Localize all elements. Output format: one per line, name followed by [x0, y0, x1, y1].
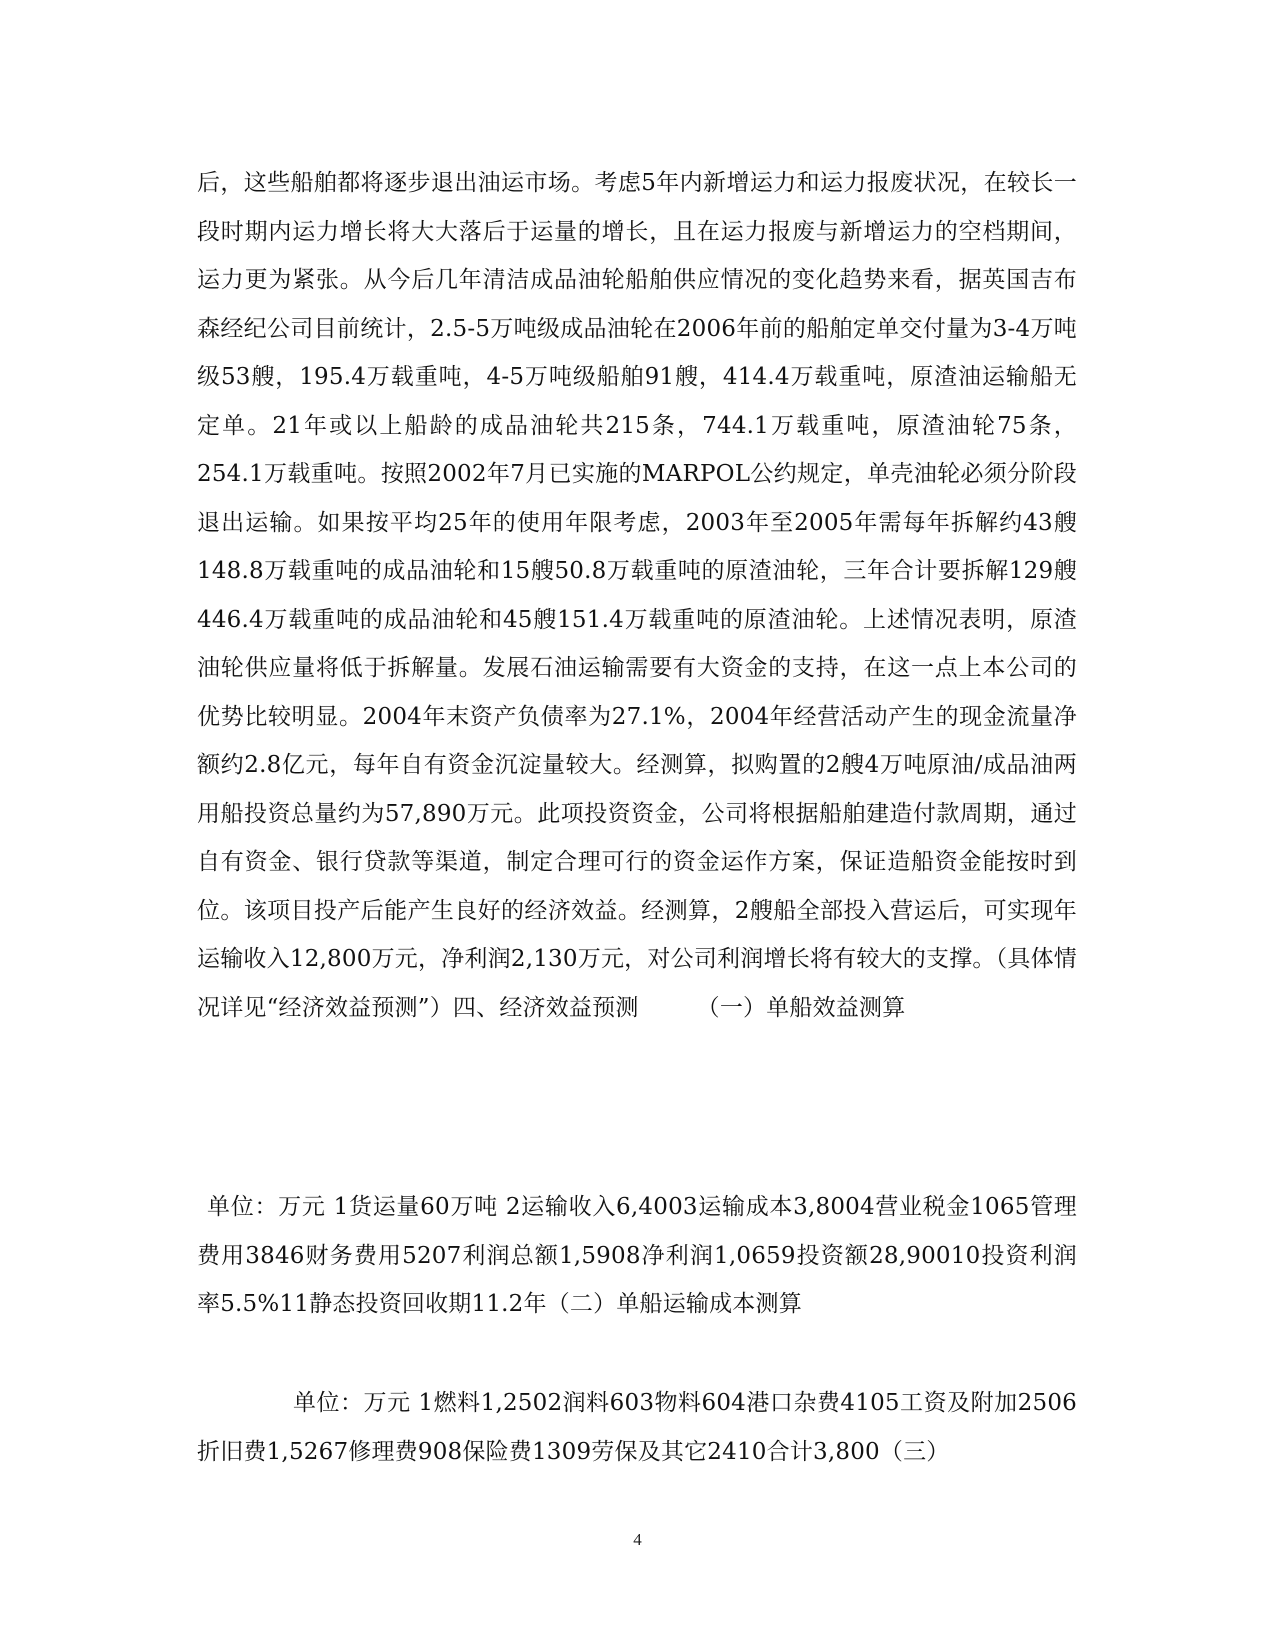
body-paragraph-single-ship-benefit: 单位：万元 1货运量60万吨 2运输收入6,4003运输成本3,8004营业税金1065管理费用3846财务费用5207利润总额1,5908净利润1,0659投资额28,90010投资利润率5.5%11静态投资回收期11.2年（二）单船运输成本测算: [197, 1194, 1077, 1317]
body-paragraph-market-analysis: 后，这些船舶都将逐步退出油运市场。考虑5年内新增运力和运力报废状况，在较长一段时期内运力增长将大大落后于运量的增长，且在运力报废与新增运力的空档期间，运力更为紧张。从今后几年清洁成品油轮船舶供应情况的变化趋势来看，据英国吉布森经纪公司目前统计，2.5-5万吨级成品油轮在2006年前的船舶定单交付量为3-4万吨级53艘，195.4万载重吨，4-5万吨级船舶91艘，414.4万载重吨，原渣油运输船无定单。21年或以上船龄的成品油轮共215条，744.1万载重吨，原渣油轮75条，254.1万载重吨。按照2002年7月已实施的MARPOL公约规定，单壳油轮必须分阶段退出运输。如果按平均25年的使用年限考虑，2003年至2005年需每年拆解约43艘148.8万载重吨的成品油轮和15艘50.8万载重吨的原渣油轮，三年合计要拆解129艘446.4万载重吨的成品油轮和45艘151.4万载重吨的原渣油轮。上述情况表明，原渣油轮供应量将低于拆解量。发展石油运输需要有大资金的支持，在这一点上本公司的优势比较明显。2004年末资产负债率为27.1%，2004年经营活动产生的现金流量净额约2.8亿元，每年自有资金沉淀量较大。经测算，拟购置的2艘4万吨原油/成品油两用船投资总量约为57,890万元。此项投资资金，公司将根据船舶建造付款周期，通过自有资金、银行贷款等渠道，制定合理可行的资金运作方案，保证造船资金能按时到位。该项目投产后能产生良好的经济效益。经测算，2艘船全部投入营运后，可实现年运输收入12,800万元，净利润2,130万元，对公司利润增长将有较大的支撑。（具体情况详见“经济效益预测”）四、经济效益预测 （一）单船效益测算: [197, 170, 1077, 1021]
page-number: 4: [633, 1530, 642, 1549]
body-paragraph-single-ship-cost: 单位：万元 1燃料1,2502润料603物料604港口杂费4105工资及附加2506折旧费1,5267修理费908保险费1309劳保及其它2410合计3,800（三）: [197, 1390, 1077, 1465]
